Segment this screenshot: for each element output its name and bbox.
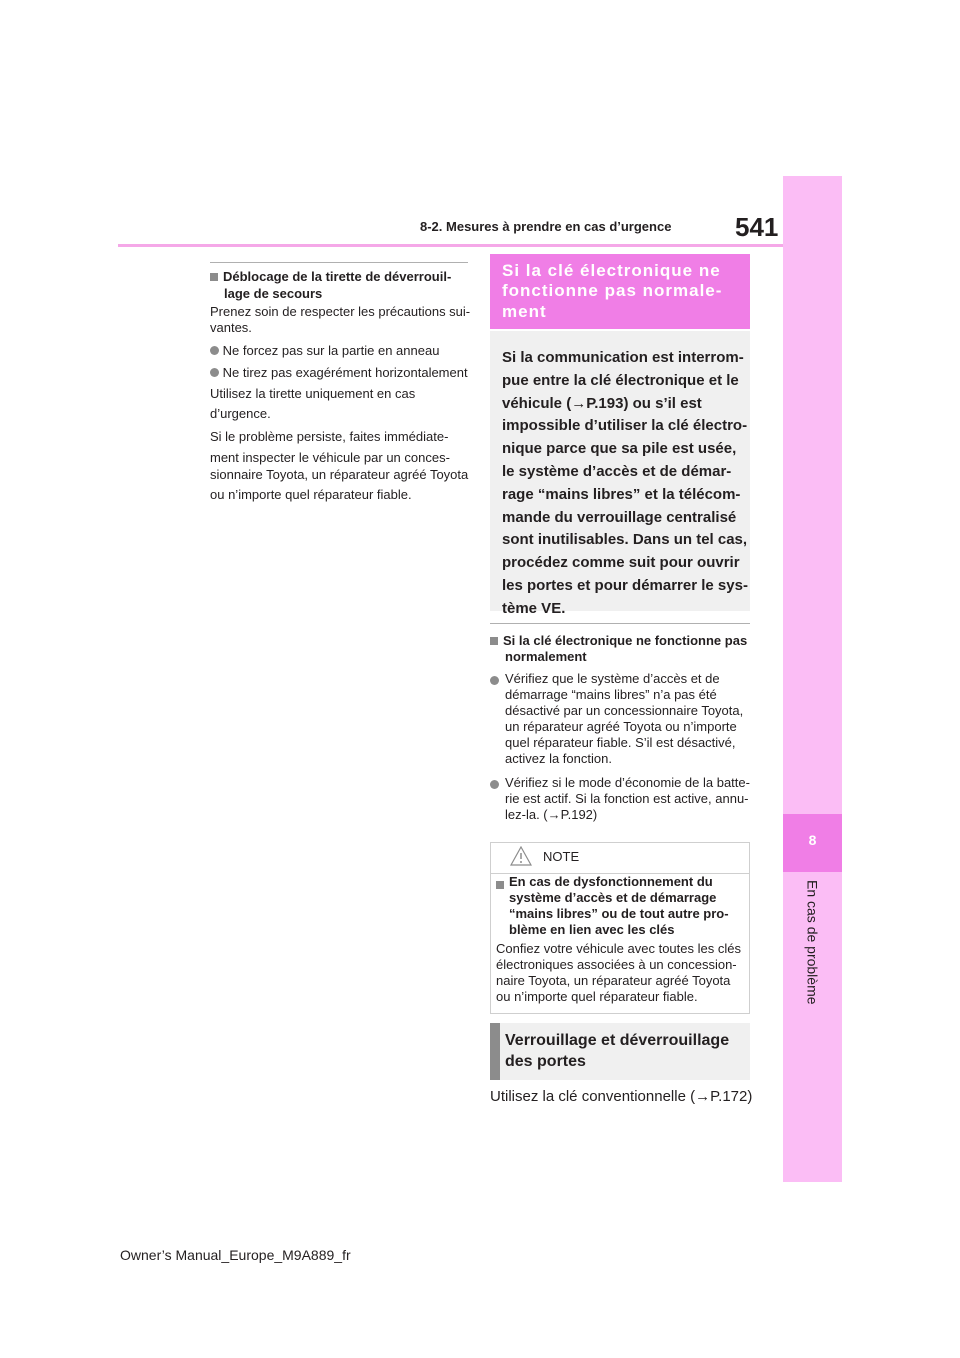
right-bullet-1	[505, 671, 750, 767]
text-line: activez la fonction.	[505, 751, 612, 766]
left-heading-line2: lage de secours	[224, 286, 323, 301]
pink-heading-line3: ment	[502, 302, 547, 321]
text-line: tème VE.	[502, 599, 566, 617]
text-line: mande du verrouillage centralisé	[502, 508, 737, 526]
text-line: désactivé par un concessionnaire Toyota,	[505, 703, 744, 718]
text-line: pue entre la clé électronique et le	[502, 371, 739, 389]
right-bullet-2	[505, 775, 750, 823]
bullet-icon	[490, 672, 499, 690]
section-heading-line2: des portes	[505, 1053, 586, 1070]
note-heading	[509, 874, 745, 938]
text-line: véhicule (→P.193) ou s’il est	[502, 394, 702, 412]
text-line: le système d’accès et de démar-	[502, 462, 732, 480]
text-line: lez-la. (→P.192)	[505, 807, 598, 822]
left-paragraph-1-line2: d’urgence.	[210, 406, 271, 421]
text-line: électroniques associées à un concession-	[496, 957, 737, 972]
note-label: NOTE	[543, 849, 580, 864]
header-rule	[118, 244, 783, 247]
left-paragraph-2: Si le problème persiste, faites immédiate-	[210, 429, 449, 444]
text-line: Vérifiez que le système d’accès et de	[505, 671, 720, 686]
footer-text: Owner’s Manual_Europe_M9A889_fr	[120, 1247, 351, 1263]
page-number: 541	[735, 212, 779, 242]
left-intro-line2: vantes.	[210, 320, 252, 335]
text-line: En cas de dysfonctionnement du	[509, 874, 713, 889]
section-title: 8-2. Mesures à prendre en cas d’urgence	[420, 219, 672, 234]
note-body	[496, 941, 746, 1005]
text-line: naire Toyota, un réparateur agréé Toyota	[496, 973, 731, 988]
text-line: “mains libres” ou de tout autre pro-	[509, 906, 729, 921]
text-line: ou n’importe quel réparateur fiable.	[496, 989, 698, 1004]
text-line: Si la communication est interrom-	[502, 349, 744, 366]
left-intro: Prenez soin de respecter les précautions sui-	[210, 304, 471, 319]
text-line: Vérifiez si le mode d’économie de la batte-	[505, 775, 750, 790]
text-line: rage “mains libres” et la télécom-	[502, 485, 741, 503]
pink-section-heading: Si la clé électronique ne	[490, 254, 750, 329]
text-line: quel réparateur fiable. S’il est désactivé,	[505, 735, 736, 750]
left-paragraph-2-line3: sionnaire Toyota, un réparateur agréé Toyota	[210, 467, 469, 482]
summary-box	[490, 331, 750, 617]
text-line: un réparateur agréé Toyota ou n’importe	[505, 719, 737, 734]
left-paragraph-2-line4: ou n’importe quel réparateur fiable.	[210, 487, 412, 502]
text-line: procédez comme suit pour ouvrir	[502, 554, 740, 572]
left-paragraph-2-line2: ment inspecter le véhicule par un conces-	[210, 450, 450, 465]
warning-icon	[510, 846, 532, 866]
left-paragraph-1: Utilisez la tirette uniquement en cas	[210, 386, 416, 401]
chapter-title: En cas de problème	[804, 880, 821, 1005]
text-line: système d’accès et de démarrage	[509, 890, 717, 905]
text-line: nique parce que sa pile est usée,	[502, 440, 737, 458]
section2-text: Utilisez la clé conventionnelle (→P.172)	[490, 1088, 753, 1105]
square-bullet-icon	[210, 273, 218, 281]
bullet-icon	[210, 346, 219, 355]
divider	[490, 623, 750, 624]
bullet-icon	[210, 368, 219, 377]
chapter-number: 8	[808, 832, 817, 848]
text-line: Confiez votre véhicule avec toutes les clés	[496, 941, 741, 956]
left-bullet-2: Ne tirez pas exagérément horizontalement	[210, 365, 468, 381]
sub-heading: Si la clé électronique ne fonctionne pas	[490, 633, 747, 649]
square-bullet-icon	[490, 637, 498, 645]
pink-heading-line2: fonctionne pas normale-	[502, 281, 723, 300]
text-line: sont inutilisables. Dans un tel cas,	[502, 531, 748, 549]
section-heading-doors: Verrouillage et déverrouillage	[490, 1023, 750, 1080]
text-line: démarrage “mains libres” n’a pas été	[505, 687, 717, 702]
text-line: impossible d’utiliser la clé électro-	[502, 417, 748, 435]
divider	[210, 262, 468, 263]
text-line: blème en lien avec les clés	[509, 922, 675, 937]
text-line: les portes et pour démarrer le sys-	[502, 576, 748, 594]
bullet-icon	[490, 776, 499, 794]
left-bullet-1: Ne forcez pas sur la partie en anneau	[210, 343, 439, 359]
left-heading: Déblocage de la tirette de déverrouil-	[210, 269, 451, 285]
text-line: rie est actif. Si la fonction est active, annu-	[505, 791, 749, 806]
sub-heading-line2: normalement	[505, 649, 587, 664]
square-bullet-icon	[496, 876, 509, 894]
